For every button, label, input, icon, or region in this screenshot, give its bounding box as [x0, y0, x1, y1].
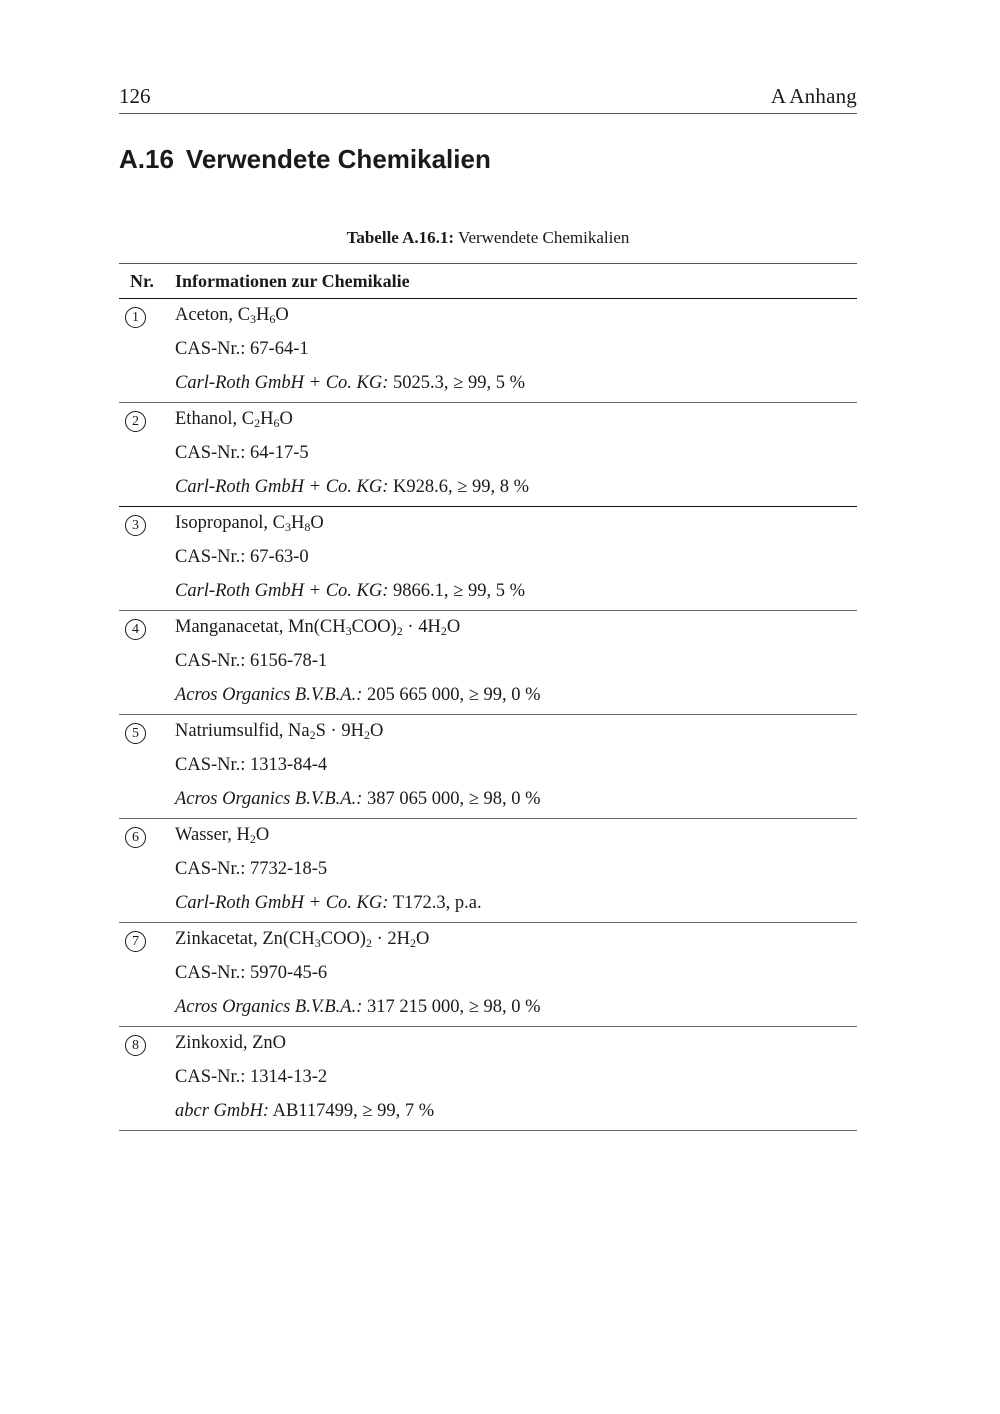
product-info: 5025.3, ≥ 99, 5 % [388, 373, 525, 393]
formula-part: H [256, 305, 270, 325]
product-info: AB117499, ≥ 99, 7 % [269, 1101, 435, 1121]
chemical-name: Zinkacetat, [175, 929, 263, 949]
chemical-name: Ethanol, [175, 409, 242, 429]
formula-part: O [369, 721, 384, 741]
table-row [119, 1027, 857, 1131]
chemical-name: Manganacetat, [175, 617, 288, 637]
supplier-line [175, 789, 541, 810]
formula-subscript: 3 [250, 312, 257, 326]
formula-subscript: 6 [269, 312, 276, 326]
formula-part: S · 9H [315, 721, 364, 741]
supplier-line [175, 685, 541, 706]
chemical-name-line [175, 617, 460, 638]
formula-part: C [272, 513, 285, 533]
product-info: 205 665 000, ≥ 99, 0 % [362, 685, 541, 705]
section-title [119, 141, 491, 177]
formula-subscript: 2 [440, 624, 447, 638]
formula-part: · 4H [402, 617, 441, 637]
table-row [119, 715, 857, 819]
formula-part: COO) [351, 617, 397, 637]
cas-number: CAS-Nr.: 7732-18-5 [175, 859, 328, 879]
supplier-line [175, 581, 525, 602]
table-caption-label: Tabelle A.16.1: [346, 228, 455, 247]
chemical-formula [252, 1033, 286, 1053]
formula-subscript: 2 [254, 416, 261, 430]
chemical-name-line [175, 1033, 286, 1054]
cas-number: CAS-Nr.: 1314-13-2 [175, 1067, 328, 1087]
chemical-name-line [175, 409, 293, 430]
chemical-formula [238, 305, 289, 325]
table-row [119, 299, 857, 403]
section-number: A.16 [119, 144, 174, 174]
formula-subscript: 8 [304, 520, 311, 534]
formula-part: O [275, 305, 289, 325]
formula-part: ZnO [252, 1033, 287, 1053]
running-head: A Anhang [770, 84, 857, 108]
formula-subscript: 2 [396, 624, 403, 638]
chemical-name: Wasser, [175, 825, 237, 845]
formula-part: H [236, 825, 250, 845]
formula-subscript: 2 [309, 728, 316, 742]
row-number-circle: 4 [125, 619, 146, 640]
row-number-circle: 1 [125, 307, 146, 328]
supplier-line [175, 477, 529, 498]
formula-part: Mn(CH [288, 617, 346, 637]
chemical-name: Aceton, [175, 305, 238, 325]
formula-subscript: 2 [365, 936, 372, 950]
formula-subscript: 3 [314, 936, 321, 950]
table-caption-text: Verwendete Chemikalien [454, 228, 630, 247]
supplier-name: Acros Organics B.V.B.A.: [175, 685, 363, 705]
formula-subscript: 2 [410, 936, 417, 950]
product-info: K928.6, ≥ 99, 8 % [388, 477, 530, 497]
formula-part: C [241, 409, 255, 429]
supplier-name: Acros Organics B.V.B.A.: [175, 997, 363, 1017]
row-number-circle: 6 [125, 827, 146, 848]
row-number-circle: 2 [125, 411, 146, 432]
column-header-info: Informationen zur Chemikalie [175, 271, 410, 291]
row-number-circle: 3 [125, 515, 146, 536]
table-row [119, 507, 857, 611]
table-body [119, 299, 857, 1131]
chemical-name-line [175, 513, 324, 534]
supplier-name: Carl-Roth GmbH + Co. KG: [175, 477, 389, 497]
row-number-circle: 7 [125, 931, 146, 952]
formula-part: O [446, 617, 461, 637]
formula-part: · 2H [371, 929, 411, 949]
table-row [119, 403, 857, 507]
column-header-nr: Nr. [130, 271, 154, 291]
supplier-name: Acros Organics B.V.B.A.: [175, 789, 363, 809]
cas-number: CAS-Nr.: 67-63-0 [175, 547, 309, 567]
formula-part: COO) [320, 929, 366, 949]
chemical-name-line [175, 721, 383, 742]
chemical-formula [262, 929, 429, 949]
supplier-name: Carl-Roth GmbH + Co. KG: [175, 581, 389, 601]
table-row [119, 611, 857, 715]
cas-number: CAS-Nr.: 67-64-1 [175, 339, 309, 359]
chemical-name-line [175, 929, 429, 950]
table-row [119, 819, 857, 923]
table-header-row [119, 264, 857, 299]
chemical-name: Zinkoxid, [175, 1033, 253, 1053]
formula-part: O [310, 513, 324, 533]
cas-number: CAS-Nr.: 5970-45-6 [175, 963, 328, 983]
formula-part: H [290, 513, 305, 533]
chemical-formula [288, 617, 460, 637]
formula-subscript: 3 [345, 624, 352, 638]
supplier-line [175, 1101, 434, 1122]
cas-number: CAS-Nr.: 1313-84-4 [175, 755, 328, 775]
chemical-name: Isopropanol, [175, 513, 273, 533]
supplier-name: abcr GmbH: [175, 1101, 270, 1121]
cas-number: CAS-Nr.: 6156-78-1 [175, 651, 328, 671]
product-info: T172.3, p.a. [388, 893, 482, 913]
formula-subscript: 3 [284, 520, 291, 534]
page-number: 126 [119, 84, 151, 108]
product-info: 387 065 000, ≥ 98, 0 % [362, 789, 541, 809]
formula-subscript: 6 [273, 416, 280, 430]
row-number-circle: 5 [125, 723, 146, 744]
chemical-formula [288, 721, 383, 741]
chemical-name: Natriumsulfid, [175, 721, 289, 741]
chemical-name-line [175, 305, 289, 326]
formula-part: Na [288, 721, 310, 741]
section-title-text: Verwendete Chemikalien [185, 144, 491, 174]
supplier-line [175, 373, 525, 394]
formula-part: O [255, 825, 270, 845]
supplier-line [175, 997, 541, 1018]
product-info: 317 215 000, ≥ 98, 0 % [362, 997, 541, 1017]
chemical-formula [236, 825, 269, 845]
formula-subscript: 2 [363, 728, 370, 742]
chemical-formula [242, 409, 293, 429]
cas-number: CAS-Nr.: 64-17-5 [175, 443, 309, 463]
formula-part: Zn(CH [262, 929, 315, 949]
formula-part: C [237, 305, 251, 325]
supplier-name: Carl-Roth GmbH + Co. KG: [175, 893, 389, 913]
formula-part: O [416, 929, 430, 949]
formula-part: H [260, 409, 274, 429]
chemical-name-line [175, 825, 269, 846]
product-info: 9866.1, ≥ 99, 5 % [388, 581, 525, 601]
table-caption [119, 228, 857, 248]
row-number-circle: 8 [125, 1035, 146, 1056]
formula-part: O [279, 409, 293, 429]
page-header [119, 82, 857, 114]
chemicals-table [119, 263, 857, 1131]
formula-subscript: 2 [249, 832, 256, 846]
chemical-formula [273, 513, 324, 533]
table-row [119, 923, 857, 1027]
supplier-name: Carl-Roth GmbH + Co. KG: [175, 373, 389, 393]
supplier-line [175, 893, 482, 914]
